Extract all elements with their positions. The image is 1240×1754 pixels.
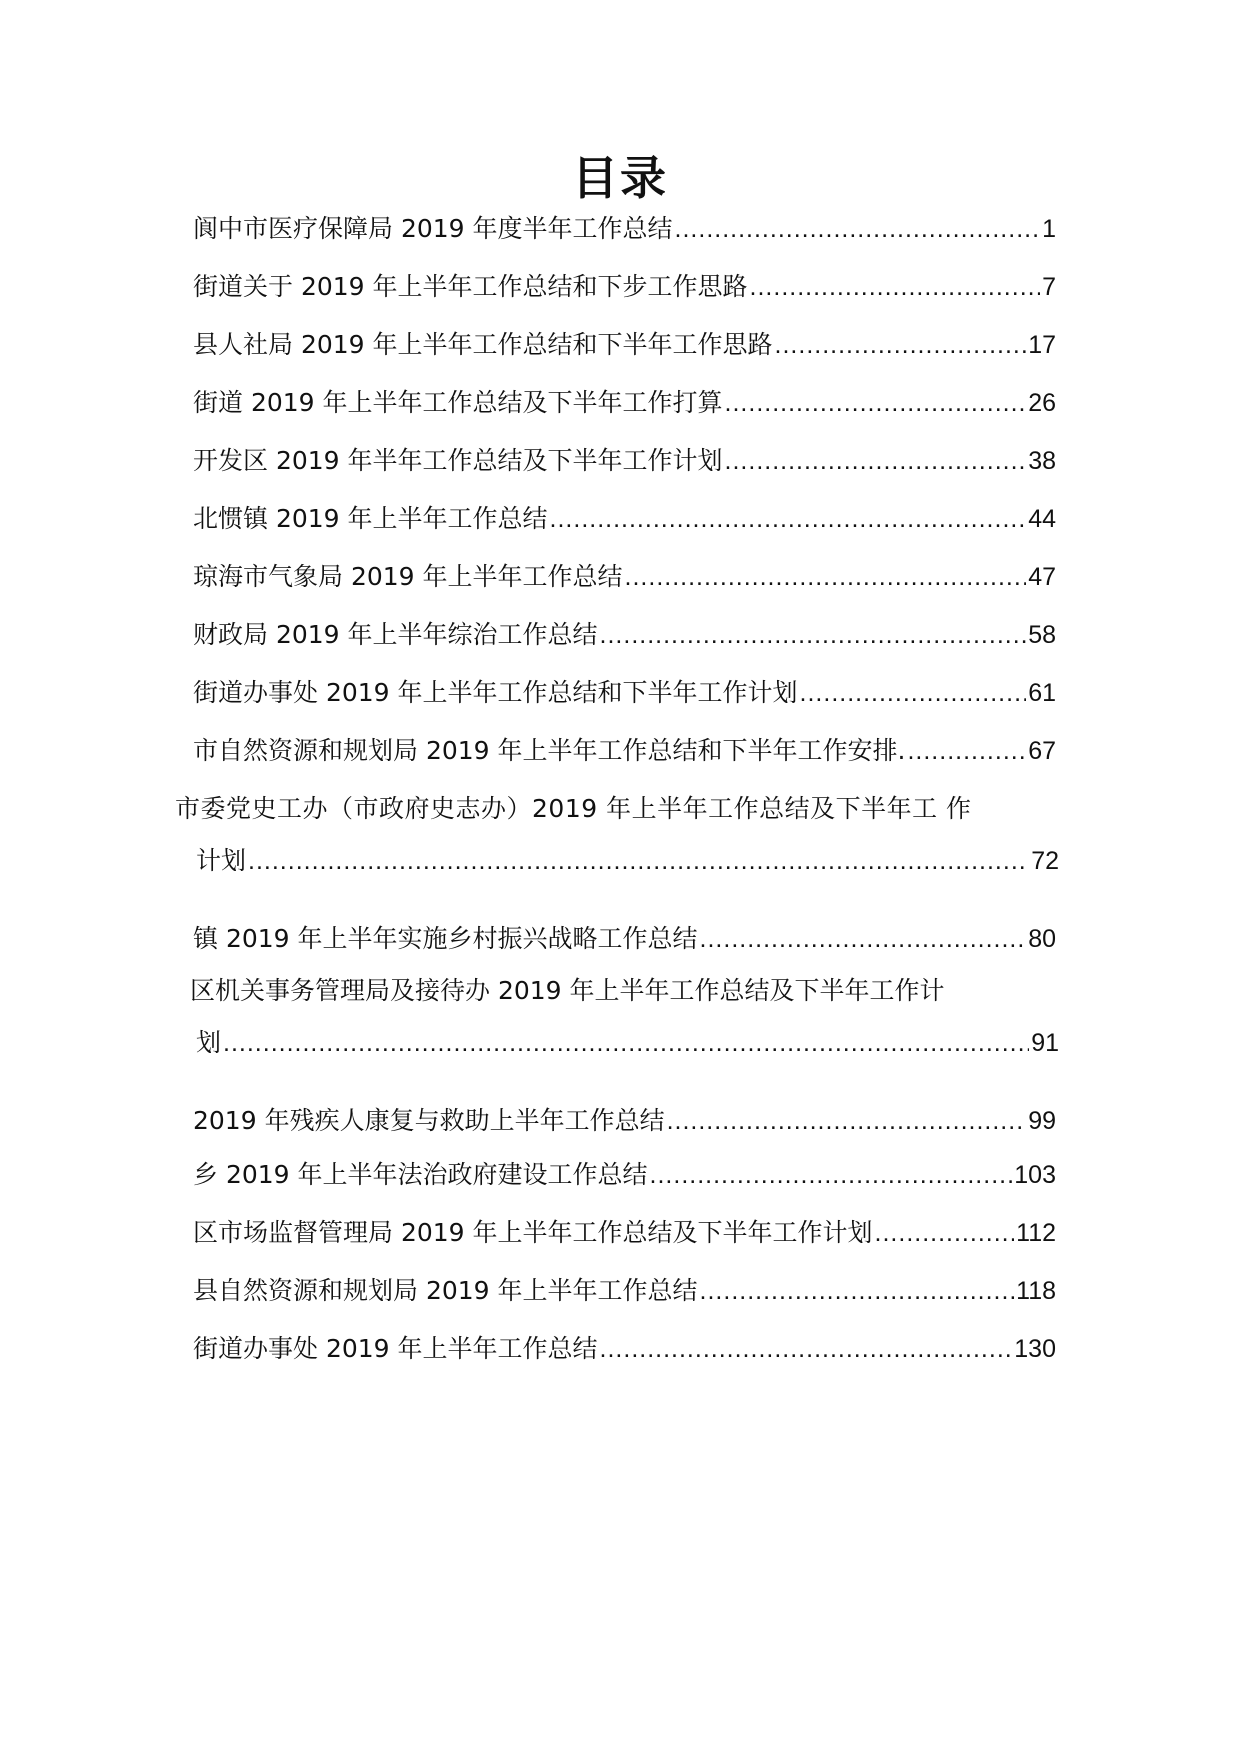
toc-entry-page: 118 [1016, 1277, 1056, 1305]
dot-leader [625, 560, 1027, 594]
toc-entry-title: 市自然资源和规划局 2019 年上半年工作总结和下半年工作安排. [193, 736, 906, 765]
toc-entry-title: 区市场监督管理局 2019 年上半年工作总结及下半年工作计划 [193, 1218, 873, 1247]
toc-entry-page: 91 [1031, 1029, 1059, 1057]
toc-entry-title: 街道 2019 年上半年工作总结及下半年工作打算 [193, 388, 723, 417]
toc-entry[interactable] [193, 380, 1056, 420]
toc-entry-page: 103 [1014, 1161, 1056, 1189]
toc-entry-title: 市委党史工办（市政府史志办）2019 年上半年工作总结及下半年工 作 [175, 794, 972, 823]
dot-leader [223, 1026, 1029, 1060]
dot-leader [875, 1216, 1015, 1250]
toc-entry-page: 72 [1031, 847, 1059, 875]
toc-entry[interactable] [193, 264, 1056, 304]
dot-leader [650, 1158, 1013, 1192]
toc-entry-title: 区机关事务管理局及接待办 2019 年上半年工作总结及下半年工作计 [190, 976, 945, 1005]
toc-entry-page: 47 [1028, 563, 1056, 591]
toc-entry-title-cont: 计划 [196, 846, 247, 875]
toc-entry-page: 61 [1028, 679, 1056, 707]
toc-entry[interactable] [193, 670, 1056, 710]
toc-entry-title: 北惯镇 2019 年上半年工作总结 [193, 504, 548, 533]
dot-leader [800, 676, 1027, 710]
toc-entry-continuation[interactable] [196, 1020, 1059, 1060]
dot-leader [667, 1104, 1027, 1138]
dot-leader [675, 212, 1041, 246]
toc-entry[interactable] [193, 438, 1056, 478]
toc-entry-title: 2019 年残疾人康复与救助上半年工作总结 [193, 1106, 665, 1135]
toc-entry-title: 财政局 2019 年上半年综治工作总结 [193, 620, 598, 649]
toc-entry[interactable] [193, 1098, 1056, 1138]
toc-entry-title: 街道关于 2019 年上半年工作总结和下步工作思路 [193, 272, 748, 301]
toc-title: 目录 [572, 151, 668, 205]
dot-leader [700, 922, 1027, 956]
toc-entry-page: 44 [1028, 505, 1056, 533]
toc-entry-title: 街道办事处 2019 年上半年工作总结和下半年工作计划 [193, 678, 798, 707]
dot-leader [907, 734, 1026, 768]
toc-entry-page: 99 [1028, 1107, 1056, 1135]
dot-leader [600, 1332, 1013, 1366]
toc-entry[interactable] [193, 322, 1056, 362]
toc-entry[interactable] [193, 1326, 1056, 1366]
toc-entry-title-cont: 划 [196, 1028, 222, 1057]
toc-entry[interactable] [193, 728, 1056, 768]
dot-leader [248, 844, 1029, 878]
toc-entry-page: 112 [1016, 1219, 1056, 1247]
toc-entry-title: 街道办事处 2019 年上半年工作总结 [193, 1334, 598, 1363]
toc-entry-title: 琼海市气象局 2019 年上半年工作总结 [193, 562, 623, 591]
toc-entry-page: 130 [1014, 1335, 1056, 1363]
toc-entry-title: 开发区 2019 年半年工作总结及下半年工作计划 [193, 446, 723, 475]
toc-entry-page: 58 [1028, 621, 1056, 649]
toc-entry-title: 镇 2019 年上半年实施乡村振兴战略工作总结 [193, 924, 698, 953]
toc-entry-page: 17 [1028, 331, 1056, 359]
toc-entry-page: 7 [1042, 273, 1056, 301]
toc-entry-continuation[interactable] [196, 838, 1059, 878]
toc-entry-title: 阆中市医疗保障局 2019 年度半年工作总结 [193, 214, 673, 243]
dot-leader [725, 444, 1027, 478]
toc-entry-title: 县人社局 2019 年上半年工作总结和下半年工作思路 [193, 330, 773, 359]
toc-entry-page: 80 [1028, 925, 1056, 953]
toc-entry-title: 县自然资源和规划局 2019 年上半年工作总结 [193, 1276, 698, 1305]
dot-leader [775, 328, 1027, 362]
toc-entry[interactable] [193, 496, 1056, 536]
toc-entry[interactable] [193, 1268, 1056, 1308]
dot-leader [725, 386, 1027, 420]
toc-entry[interactable] [193, 554, 1056, 594]
toc-entry-page: 38 [1028, 447, 1056, 475]
toc-entry[interactable] [175, 786, 1075, 826]
toc-entry[interactable] [193, 1210, 1056, 1250]
toc-entry-title: 乡 2019 年上半年法治政府建设工作总结 [193, 1160, 648, 1189]
toc-entry[interactable] [193, 1152, 1056, 1192]
dot-leader [600, 618, 1027, 652]
dot-leader [750, 270, 1041, 304]
toc-entry[interactable] [193, 612, 1056, 652]
toc-entry-page: 1 [1042, 215, 1056, 243]
toc-entry-page: 26 [1028, 389, 1056, 417]
toc-entry-page: 67 [1028, 737, 1056, 765]
toc-entry[interactable] [193, 916, 1056, 956]
dot-leader [550, 502, 1027, 536]
toc-entry[interactable] [190, 968, 1080, 1008]
dot-leader [700, 1274, 1015, 1308]
toc-entry[interactable] [193, 206, 1056, 246]
